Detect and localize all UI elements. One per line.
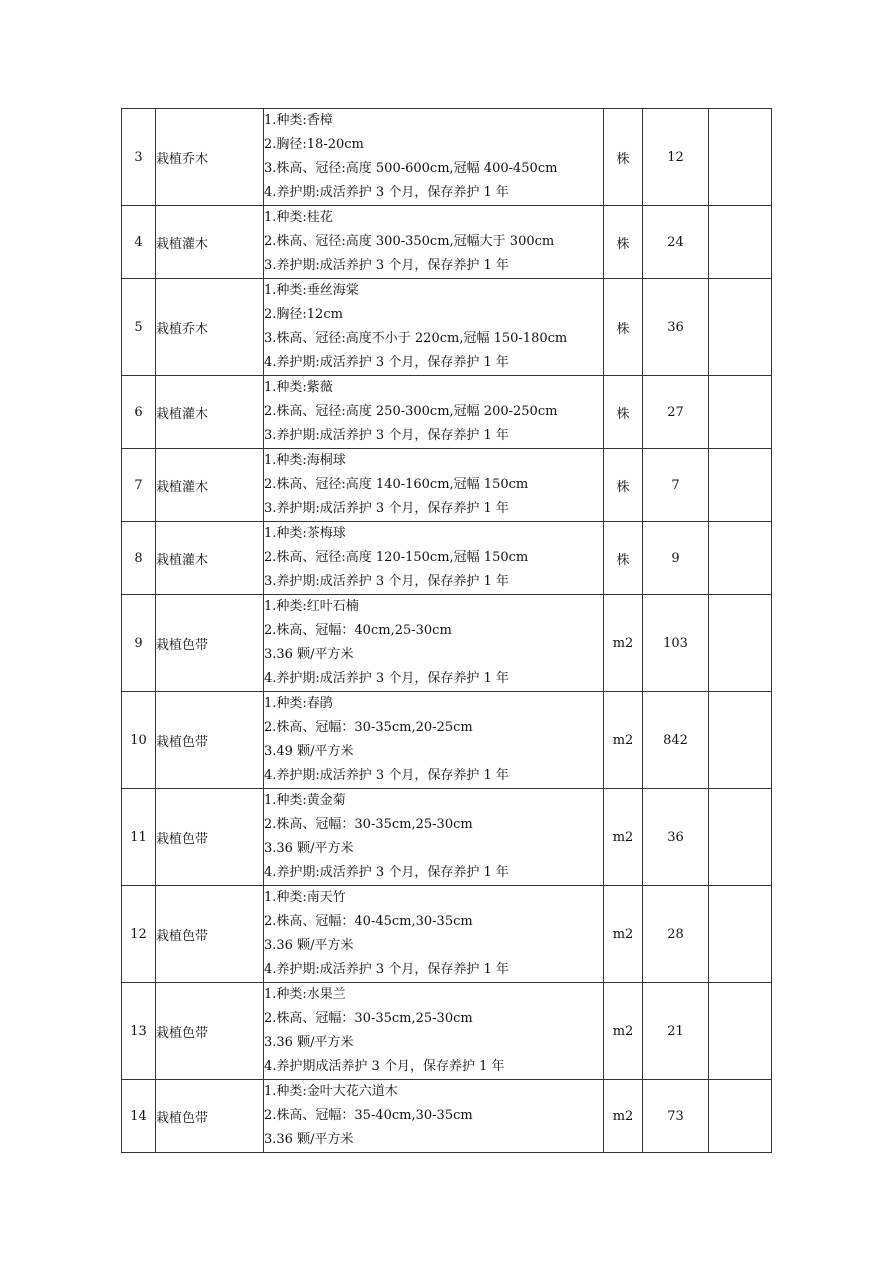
description-line: 3.36 颗/平方米 bbox=[264, 1035, 354, 1050]
description-line: 1.种类:黄金菊 bbox=[264, 793, 346, 808]
table-row bbox=[122, 449, 772, 522]
remark-cell bbox=[709, 789, 772, 886]
item-description-cell bbox=[264, 1080, 604, 1153]
quantity-cell: 27 bbox=[643, 376, 709, 449]
table-row bbox=[122, 692, 772, 789]
description-line: 4.养护期:成活养护 3 个月，保存养护 1 年 bbox=[264, 962, 509, 977]
remark-cell bbox=[709, 206, 772, 279]
description-line: 4.养护期:成活养护 3 个月，保存养护 1 年 bbox=[264, 671, 509, 686]
item-description-cell bbox=[264, 789, 604, 886]
quantity-cell: 9 bbox=[643, 522, 709, 595]
table-row bbox=[122, 376, 772, 449]
unit-cell: m2 bbox=[604, 1080, 643, 1153]
description-line: 2.株高、冠径:高度 120-150cm,冠幅 150cm bbox=[264, 550, 529, 565]
quantity-cell: 21 bbox=[643, 983, 709, 1080]
description-line: 2.株高、冠幅：35-40cm,30-35cm bbox=[264, 1108, 473, 1123]
unit-cell: 株 bbox=[604, 522, 643, 595]
item-description-cell bbox=[264, 279, 604, 376]
item-number-cell: 4 bbox=[122, 206, 156, 279]
description-line: 4.养护期:成活养护 3 个月，保存养护 1 年 bbox=[264, 865, 509, 880]
description-line: 3.36 颗/平方米 bbox=[264, 1132, 354, 1147]
description-line: 2.株高、冠幅：40-45cm,30-35cm bbox=[264, 914, 473, 929]
remark-cell bbox=[709, 886, 772, 983]
description-line: 2.株高、冠径:高度 250-300cm,冠幅 200-250cm bbox=[264, 404, 558, 419]
description-line: 4.养护期:成活养护 3 个月，保存养护 1 年 bbox=[264, 185, 509, 200]
description-line: 3.株高、冠径:高度 500-600cm,冠幅 400-450cm bbox=[264, 161, 558, 176]
remark-cell bbox=[709, 595, 772, 692]
unit-cell: m2 bbox=[604, 595, 643, 692]
description-line: 3.养护期:成活养护 3 个月，保存养护 1 年 bbox=[264, 501, 509, 516]
item-number-cell: 8 bbox=[122, 522, 156, 595]
unit-cell: 株 bbox=[604, 449, 643, 522]
item-description-cell bbox=[264, 206, 604, 279]
remark-cell bbox=[709, 692, 772, 789]
item-description-cell bbox=[264, 522, 604, 595]
table-row bbox=[122, 789, 772, 886]
remark-cell bbox=[709, 522, 772, 595]
unit-cell: 株 bbox=[604, 206, 643, 279]
item-name-cell: 栽植色带 bbox=[156, 983, 264, 1080]
item-number-cell: 3 bbox=[122, 109, 156, 206]
planting-bill-table bbox=[121, 108, 772, 1153]
description-line: 2.胸径:18-20cm bbox=[264, 137, 364, 152]
quantity-cell: 12 bbox=[643, 109, 709, 206]
table-row bbox=[122, 522, 772, 595]
item-number-cell: 9 bbox=[122, 595, 156, 692]
quantity-cell: 36 bbox=[643, 279, 709, 376]
description-line: 3.36 颗/平方米 bbox=[264, 841, 354, 856]
item-name-cell: 栽植色带 bbox=[156, 692, 264, 789]
item-description-cell bbox=[264, 595, 604, 692]
description-line: 3.36 颗/平方米 bbox=[264, 647, 354, 662]
description-line: 1.种类:茶梅球 bbox=[264, 526, 346, 541]
item-name-cell: 栽植乔木 bbox=[156, 109, 264, 206]
description-line: 4.养护期成活养护 3 个月，保存养护 1 年 bbox=[264, 1059, 505, 1074]
description-line: 2.株高、冠径:高度 300-350cm,冠幅大于 300cm bbox=[264, 234, 555, 249]
description-line: 1.种类:金叶大花六道木 bbox=[264, 1084, 398, 1099]
description-line: 1.种类:垂丝海棠 bbox=[264, 283, 359, 298]
remark-cell bbox=[709, 449, 772, 522]
item-description-cell bbox=[264, 376, 604, 449]
description-line: 3.养护期:成活养护 3 个月，保存养护 1 年 bbox=[264, 258, 509, 273]
description-line: 1.种类:桂花 bbox=[264, 210, 333, 225]
quantity-cell: 103 bbox=[643, 595, 709, 692]
item-name-cell: 栽植色带 bbox=[156, 1080, 264, 1153]
item-description-cell bbox=[264, 692, 604, 789]
item-name-cell: 栽植灌木 bbox=[156, 522, 264, 595]
description-line: 2.株高、冠径:高度 140-160cm,冠幅 150cm bbox=[264, 477, 529, 492]
item-number-cell: 6 bbox=[122, 376, 156, 449]
description-line: 3.49 颗/平方米 bbox=[264, 744, 354, 759]
table-row bbox=[122, 109, 772, 206]
unit-cell: 株 bbox=[604, 279, 643, 376]
quantity-cell: 28 bbox=[643, 886, 709, 983]
item-number-cell: 12 bbox=[122, 886, 156, 983]
description-line: 3.36 颗/平方米 bbox=[264, 938, 354, 953]
item-description-cell bbox=[264, 983, 604, 1080]
item-name-cell: 栽植色带 bbox=[156, 886, 264, 983]
description-line: 1.种类:红叶石楠 bbox=[264, 599, 359, 614]
remark-cell bbox=[709, 109, 772, 206]
remark-cell bbox=[709, 1080, 772, 1153]
unit-cell: 株 bbox=[604, 109, 643, 206]
description-line: 1.种类:春鹃 bbox=[264, 696, 333, 711]
remark-cell bbox=[709, 279, 772, 376]
description-line: 4.养护期:成活养护 3 个月，保存养护 1 年 bbox=[264, 355, 509, 370]
description-line: 3.株高、冠径:高度不小于 220cm,冠幅 150-180cm bbox=[264, 331, 568, 346]
description-line: 1.种类:紫薇 bbox=[264, 380, 333, 395]
item-number-cell: 10 bbox=[122, 692, 156, 789]
item-number-cell: 14 bbox=[122, 1080, 156, 1153]
item-number-cell: 5 bbox=[122, 279, 156, 376]
item-description-cell bbox=[264, 449, 604, 522]
item-name-cell: 栽植灌木 bbox=[156, 449, 264, 522]
table-row bbox=[122, 1080, 772, 1153]
quantity-cell: 7 bbox=[643, 449, 709, 522]
description-line: 1.种类:海桐球 bbox=[264, 453, 346, 468]
description-line: 4.养护期:成活养护 3 个月，保存养护 1 年 bbox=[264, 768, 509, 783]
quantity-cell: 24 bbox=[643, 206, 709, 279]
item-name-cell: 栽植灌木 bbox=[156, 206, 264, 279]
item-name-cell: 栽植色带 bbox=[156, 789, 264, 886]
unit-cell: m2 bbox=[604, 692, 643, 789]
description-line: 2.胸径:12cm bbox=[264, 307, 343, 322]
remark-cell bbox=[709, 376, 772, 449]
description-line: 2.株高、冠幅：30-35cm,25-30cm bbox=[264, 817, 473, 832]
description-line: 3.养护期:成活养护 3 个月，保存养护 1 年 bbox=[264, 574, 509, 589]
quantity-cell: 842 bbox=[643, 692, 709, 789]
item-name-cell: 栽植乔木 bbox=[156, 279, 264, 376]
quantity-cell: 36 bbox=[643, 789, 709, 886]
item-description-cell bbox=[264, 109, 604, 206]
unit-cell: m2 bbox=[604, 886, 643, 983]
description-line: 3.养护期:成活养护 3 个月，保存养护 1 年 bbox=[264, 428, 509, 443]
item-number-cell: 11 bbox=[122, 789, 156, 886]
unit-cell: 株 bbox=[604, 376, 643, 449]
table-row bbox=[122, 206, 772, 279]
unit-cell: m2 bbox=[604, 983, 643, 1080]
description-line: 1.种类:香樟 bbox=[264, 113, 333, 128]
quantity-cell: 73 bbox=[643, 1080, 709, 1153]
item-number-cell: 7 bbox=[122, 449, 156, 522]
unit-cell: m2 bbox=[604, 789, 643, 886]
item-description-cell bbox=[264, 886, 604, 983]
description-line: 2.株高、冠幅：40cm,25-30cm bbox=[264, 623, 452, 638]
item-name-cell: 栽植灌木 bbox=[156, 376, 264, 449]
description-line: 2.株高、冠幅：30-35cm,25-30cm bbox=[264, 1011, 473, 1026]
remark-cell bbox=[709, 983, 772, 1080]
item-name-cell: 栽植色带 bbox=[156, 595, 264, 692]
table-body bbox=[122, 109, 772, 1153]
table-row bbox=[122, 595, 772, 692]
item-number-cell: 13 bbox=[122, 983, 156, 1080]
description-line: 2.株高、冠幅：30-35cm,20-25cm bbox=[264, 720, 473, 735]
table-row bbox=[122, 983, 772, 1080]
table-row bbox=[122, 279, 772, 376]
description-line: 1.种类:水果兰 bbox=[264, 987, 346, 1002]
table-row bbox=[122, 886, 772, 983]
description-line: 1.种类:南天竹 bbox=[264, 890, 346, 905]
